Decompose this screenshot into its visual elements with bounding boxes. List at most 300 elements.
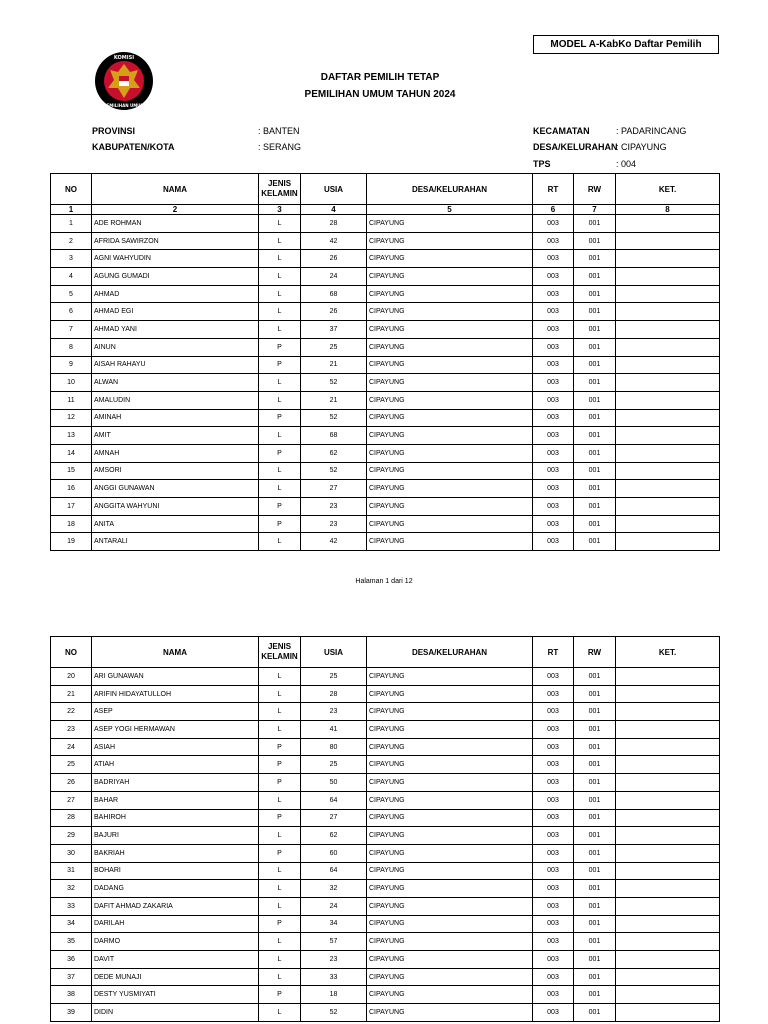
cell-desa: CIPAYUNG [367,827,533,845]
cell-no: 15 [51,462,92,480]
cell-nama: BAJURI [92,827,259,845]
cell-rt: 003 [533,285,574,303]
tps-label: TPS [533,159,551,169]
cell-rw: 001 [574,515,616,533]
table-row [51,668,720,686]
table-row [51,738,720,756]
cell-ket [616,338,720,356]
cell-rw: 001 [574,915,616,933]
cell-rw: 001 [574,268,616,286]
cell-nama: AMALUDIN [92,391,259,409]
header-jk-line1: JENIS [267,642,292,651]
cell-jenis-kelamin: L [259,480,301,498]
cell-no: 2 [51,232,92,250]
header-desa: DESA/KELURAHAN [367,637,533,668]
cell-nama: DIDIN [92,1004,259,1022]
cell-nama: AMNAH [92,444,259,462]
cell-ket [616,303,720,321]
cell-rw: 001 [574,338,616,356]
cell-no: 39 [51,1004,92,1022]
cell-ket [616,685,720,703]
cell-jenis-kelamin: P [259,338,301,356]
cell-rt: 003 [533,915,574,933]
cell-rt: 003 [533,844,574,862]
cell-rw: 001 [574,409,616,427]
cell-no: 10 [51,374,92,392]
cell-usia: 52 [301,409,367,427]
logo-text-bottom: PEMILIHAN UMUM [103,103,145,108]
cell-nama: AINUN [92,338,259,356]
cell-jenis-kelamin: L [259,703,301,721]
cell-rt: 003 [533,968,574,986]
cell-desa: CIPAYUNG [367,915,533,933]
cell-jenis-kelamin: L [259,897,301,915]
cell-jenis-kelamin: L [259,285,301,303]
cell-rt: 003 [533,738,574,756]
cell-rw: 001 [574,897,616,915]
cell-desa: CIPAYUNG [367,374,533,392]
cell-desa: CIPAYUNG [367,427,533,445]
cell-rw: 001 [574,844,616,862]
header-rt: RT [533,637,574,668]
cell-nama: ASEP YOGI HERMAWAN [92,721,259,739]
cell-desa: CIPAYUNG [367,862,533,880]
cell-rt: 003 [533,515,574,533]
cell-usia: 64 [301,791,367,809]
cell-usia: 41 [301,721,367,739]
cell-ket [616,427,720,445]
cell-rw: 001 [574,685,616,703]
cell-ket [616,232,720,250]
table-row [51,827,720,845]
cell-rt: 003 [533,374,574,392]
cell-no: 13 [51,427,92,445]
cell-ket [616,721,720,739]
cell-usia: 27 [301,480,367,498]
cell-no: 20 [51,668,92,686]
table-row [51,862,720,880]
cell-no: 11 [51,391,92,409]
table-row [51,374,720,392]
table-row [51,480,720,498]
table-row [51,215,720,233]
cell-no: 12 [51,409,92,427]
cell-jenis-kelamin: P [259,409,301,427]
cell-ket [616,356,720,374]
cell-nama: ARI GUNAWAN [92,668,259,686]
cell-ket [616,968,720,986]
col-number: 2 [92,205,259,215]
header-rw: RW [574,174,616,205]
cell-no: 26 [51,774,92,792]
cell-desa: CIPAYUNG [367,1004,533,1022]
cell-usia: 52 [301,374,367,392]
cell-jenis-kelamin: L [259,1004,301,1022]
cell-rt: 003 [533,409,574,427]
cell-rt: 003 [533,862,574,880]
cell-rw: 001 [574,791,616,809]
cell-ket [616,444,720,462]
cell-nama: DARMO [92,933,259,951]
cell-rw: 001 [574,374,616,392]
cell-rw: 001 [574,721,616,739]
table-row [51,321,720,339]
cell-nama: BAHAR [92,791,259,809]
cell-jenis-kelamin: L [259,668,301,686]
cell-rt: 003 [533,268,574,286]
cell-usia: 26 [301,303,367,321]
cell-desa: CIPAYUNG [367,409,533,427]
cell-ket [616,880,720,898]
cell-desa: CIPAYUNG [367,480,533,498]
cell-rt: 003 [533,391,574,409]
cell-no: 32 [51,880,92,898]
cell-rt: 003 [533,897,574,915]
cell-no: 1 [51,215,92,233]
cell-no: 36 [51,951,92,969]
cell-desa: CIPAYUNG [367,515,533,533]
cell-jenis-kelamin: P [259,356,301,374]
cell-ket [616,738,720,756]
cell-desa: CIPAYUNG [367,897,533,915]
cell-ket [616,215,720,233]
table-row [51,809,720,827]
cell-no: 14 [51,444,92,462]
header-nama: NAMA [92,637,259,668]
cell-nama: ANGGITA WAHYUNI [92,498,259,516]
table-row [51,791,720,809]
cell-ket [616,756,720,774]
cell-no: 19 [51,533,92,551]
cell-rt: 003 [533,1004,574,1022]
form-code-box: MODEL A-KabKo Daftar Pemilih [533,35,719,54]
col-number: 7 [574,205,616,215]
cell-no: 34 [51,915,92,933]
cell-no: 21 [51,685,92,703]
cell-nama: ASIAH [92,738,259,756]
cell-jenis-kelamin: L [259,933,301,951]
cell-nama: BAHIROH [92,809,259,827]
cell-rw: 001 [574,215,616,233]
header-ket: KET. [616,174,720,205]
cell-rt: 003 [533,533,574,551]
cell-usia: 28 [301,685,367,703]
cell-nama: DAVIT [92,951,259,969]
cell-jenis-kelamin: L [259,303,301,321]
table-row [51,444,720,462]
cell-desa: CIPAYUNG [367,268,533,286]
cell-rw: 001 [574,444,616,462]
cell-rt: 003 [533,250,574,268]
table-row [51,356,720,374]
cell-ket [616,862,720,880]
cell-desa: CIPAYUNG [367,338,533,356]
table-row [51,303,720,321]
cell-ket [616,374,720,392]
cell-rw: 001 [574,303,616,321]
cell-rt: 003 [533,338,574,356]
cell-desa: CIPAYUNG [367,444,533,462]
cell-jenis-kelamin: P [259,498,301,516]
table-row [51,232,720,250]
cell-desa: CIPAYUNG [367,880,533,898]
cell-no: 31 [51,862,92,880]
cell-desa: CIPAYUNG [367,685,533,703]
cell-rw: 001 [574,933,616,951]
cell-rt: 003 [533,215,574,233]
header-jenis-kelamin [259,174,301,205]
table-row [51,250,720,268]
cell-no: 28 [51,809,92,827]
cell-rw: 001 [574,968,616,986]
cell-jenis-kelamin: L [259,721,301,739]
cell-no: 5 [51,285,92,303]
cell-rw: 001 [574,533,616,551]
voter-table-page-2 [50,636,720,1022]
cell-jenis-kelamin: L [259,250,301,268]
cell-jenis-kelamin: L [259,827,301,845]
cell-rw: 001 [574,356,616,374]
cell-usia: 24 [301,897,367,915]
cell-ket [616,1004,720,1022]
cell-usia: 25 [301,668,367,686]
cell-usia: 68 [301,285,367,303]
cell-rt: 003 [533,774,574,792]
cell-jenis-kelamin: P [259,774,301,792]
cell-desa: CIPAYUNG [367,968,533,986]
cell-usia: 50 [301,774,367,792]
cell-jenis-kelamin: P [259,756,301,774]
cell-nama: DEDE MUNAJI [92,968,259,986]
table-row [51,498,720,516]
header-rt: RT [533,174,574,205]
col-number: 1 [51,205,92,215]
table-row [51,1004,720,1022]
cell-rw: 001 [574,880,616,898]
cell-jenis-kelamin: L [259,391,301,409]
cell-rw: 001 [574,498,616,516]
kpu-logo-icon [94,50,154,112]
cell-usia: 60 [301,844,367,862]
cell-no: 22 [51,703,92,721]
cell-usia: 52 [301,462,367,480]
cell-rw: 001 [574,427,616,445]
cell-usia: 57 [301,933,367,951]
header-jk-line2: KELAMIN [261,189,298,198]
cell-rw: 001 [574,250,616,268]
cell-usia: 23 [301,703,367,721]
cell-nama: BADRIYAH [92,774,259,792]
cell-desa: CIPAYUNG [367,250,533,268]
kabkota-value: : SERANG [258,142,302,152]
table-row [51,533,720,551]
desa-label: DESA/KELURAHAN [533,142,618,152]
header-no: NO [51,637,92,668]
cell-nama: AFRIDA SAWIRZON [92,232,259,250]
cell-rt: 003 [533,933,574,951]
cell-ket [616,409,720,427]
cell-desa: CIPAYUNG [367,951,533,969]
cell-rw: 001 [574,321,616,339]
cell-ket [616,321,720,339]
cell-rw: 001 [574,232,616,250]
cell-no: 9 [51,356,92,374]
cell-desa: CIPAYUNG [367,533,533,551]
header-jk-line1: JENIS [267,179,292,188]
cell-usia: 25 [301,338,367,356]
cell-usia: 64 [301,862,367,880]
cell-jenis-kelamin: L [259,374,301,392]
table-row [51,933,720,951]
table-row [51,756,720,774]
tps-value: : 004 [616,159,637,169]
cell-rt: 003 [533,444,574,462]
kabkota-label: KABUPATEN/KOTA [92,142,175,152]
cell-desa: CIPAYUNG [367,232,533,250]
cell-nama: DADANG [92,880,259,898]
cell-rw: 001 [574,951,616,969]
document-subtitle: PEMILIHAN UMUM TAHUN 2024 [304,89,456,100]
table-row [51,268,720,286]
table-row [51,515,720,533]
cell-usia: 28 [301,215,367,233]
page-footer: Halaman 1 dari 12 [355,578,413,585]
cell-desa: CIPAYUNG [367,721,533,739]
cell-ket [616,774,720,792]
cell-rt: 003 [533,498,574,516]
cell-no: 17 [51,498,92,516]
cell-nama: AGNI WAHYUDIN [92,250,259,268]
cell-jenis-kelamin: L [259,951,301,969]
cell-rw: 001 [574,756,616,774]
cell-jenis-kelamin: P [259,986,301,1004]
cell-nama: AHMAD YANI [92,321,259,339]
table-row [51,986,720,1004]
cell-nama: AGUNG GUMADI [92,268,259,286]
cell-usia: 21 [301,356,367,374]
cell-jenis-kelamin: L [259,791,301,809]
cell-jenis-kelamin: L [259,215,301,233]
cell-desa: CIPAYUNG [367,791,533,809]
cell-usia: 42 [301,533,367,551]
cell-ket [616,285,720,303]
cell-rw: 001 [574,391,616,409]
cell-nama: ARIFIN HIDAYATULLOH [92,685,259,703]
header-nama: NAMA [92,174,259,205]
cell-usia: 24 [301,268,367,286]
logo-text-top: KOMISI [113,55,135,61]
cell-desa: CIPAYUNG [367,285,533,303]
table-row [51,391,720,409]
cell-rt: 003 [533,721,574,739]
table-row [51,774,720,792]
cell-usia: 23 [301,515,367,533]
cell-usia: 23 [301,951,367,969]
cell-desa: CIPAYUNG [367,462,533,480]
cell-jenis-kelamin: P [259,809,301,827]
cell-no: 16 [51,480,92,498]
cell-desa: CIPAYUNG [367,774,533,792]
header-desa: DESA/KELURAHAN [367,174,533,205]
cell-nama: BAKRIAH [92,844,259,862]
cell-ket [616,250,720,268]
table-row [51,285,720,303]
cell-rw: 001 [574,738,616,756]
cell-desa: CIPAYUNG [367,303,533,321]
cell-desa: CIPAYUNG [367,321,533,339]
table-row [51,338,720,356]
cell-jenis-kelamin: P [259,915,301,933]
cell-no: 38 [51,986,92,1004]
cell-ket [616,533,720,551]
cell-jenis-kelamin: L [259,232,301,250]
cell-desa: CIPAYUNG [367,391,533,409]
cell-rw: 001 [574,809,616,827]
cell-desa: CIPAYUNG [367,668,533,686]
column-number-row [51,205,720,215]
cell-rw: 001 [574,774,616,792]
table-row [51,880,720,898]
cell-jenis-kelamin: P [259,515,301,533]
cell-desa: CIPAYUNG [367,356,533,374]
cell-no: 30 [51,844,92,862]
cell-rt: 003 [533,703,574,721]
cell-ket [616,515,720,533]
cell-nama: ADE ROHMAN [92,215,259,233]
table-row [51,951,720,969]
table-row [51,462,720,480]
cell-nama: AMSORI [92,462,259,480]
cell-nama: AMINAH [92,409,259,427]
cell-ket [616,986,720,1004]
kecamatan-value: : PADARINCANG [616,126,687,136]
cell-ket [616,791,720,809]
table-row [51,409,720,427]
cell-jenis-kelamin: L [259,862,301,880]
cell-desa: CIPAYUNG [367,703,533,721]
cell-usia: 62 [301,827,367,845]
table-row [51,685,720,703]
cell-rt: 003 [533,809,574,827]
cell-ket [616,668,720,686]
header-rw: RW [574,637,616,668]
col-number: 4 [301,205,367,215]
cell-desa: CIPAYUNG [367,738,533,756]
document-title: DAFTAR PEMILIH TETAP [320,72,440,83]
cell-nama: ASEP [92,703,259,721]
cell-ket [616,498,720,516]
cell-rt: 003 [533,356,574,374]
cell-rt: 003 [533,880,574,898]
cell-rt: 003 [533,321,574,339]
col-number: 3 [259,205,301,215]
cell-rt: 003 [533,303,574,321]
cell-nama: ALWAN [92,374,259,392]
cell-no: 3 [51,250,92,268]
cell-usia: 34 [301,915,367,933]
cell-usia: 21 [301,391,367,409]
cell-rt: 003 [533,668,574,686]
cell-nama: ANITA [92,515,259,533]
cell-usia: 23 [301,498,367,516]
cell-usia: 25 [301,756,367,774]
cell-jenis-kelamin: L [259,427,301,445]
cell-rt: 003 [533,791,574,809]
cell-desa: CIPAYUNG [367,498,533,516]
desa-value: : CIPAYUNG [616,142,667,152]
cell-rw: 001 [574,862,616,880]
cell-no: 18 [51,515,92,533]
